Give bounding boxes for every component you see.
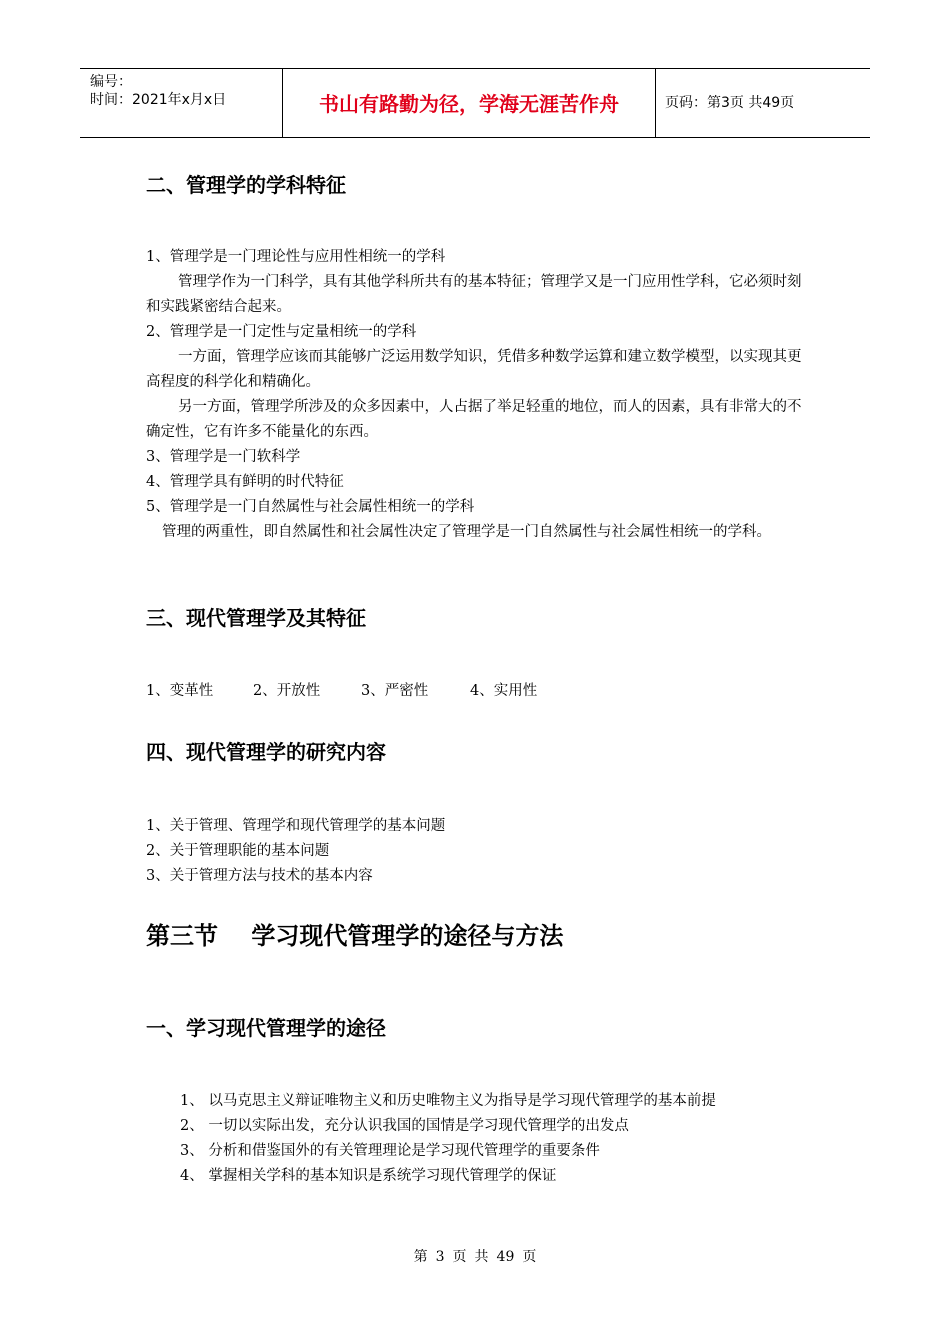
paragraph: 另一方面，管理学所涉及的众多因素中，人占据了举足轻重的地位，而人的因素，具有非常大的不确定性，它有许多不能量化的东西。 [146,399,802,440]
page-footer [0,1246,950,1266]
section-heading: 四、现代管理学的研究内容 [146,740,386,764]
list-item: 5、管理学是一门自然属性与社会属性相统一的学科 [146,499,475,515]
list-item: 4、 掌握相关学科的基本知识是系统学习现代管理学的保证 [180,1168,557,1184]
time-label: 时间：2021年x月x日 [90,92,227,108]
list-item: 2、管理学是一门定性与定量相统一的学科 [146,324,417,340]
motto: 书山有路勤为径，学海无涯苦作舟 [319,92,619,116]
paragraph: 管理的两重性，即自然属性和社会属性决定了管理学是一门自然属性与社会属性相统一的学科。 [162,524,771,540]
list-item: 2、 一切以实际出发，充分认识我国的国情是学习现代管理学的出发点 [180,1118,629,1134]
list-item: 3、管理学是一门软科学 [146,449,301,465]
footer-part: 第 [413,1249,428,1265]
list-item: 3、 分析和借鉴国外的有关管理理论是学习现代管理学的重要条件 [180,1143,600,1159]
section-heading: 一、学习现代管理学的途径 [146,1016,386,1040]
footer-part: 页 [522,1249,537,1265]
list-item: 3、关于管理方法与技术的基本内容 [146,868,373,884]
feature-item: 4、实用性 [470,683,538,699]
page-info: 页码：第3页 共49页 [665,95,795,111]
footer-part: 3 [435,1249,445,1265]
footer-part: 共 [474,1249,489,1265]
paragraph: 管理学作为一门科学，具有其他学科所共有的基本特征；管理学又是一门应用性学科，它必须时刻和实践紧密结合起来。 [146,274,802,315]
header-right-cell [655,69,870,137]
section-heading: 二、管理学的学科特征 [146,173,346,197]
document-header [80,68,870,138]
section-heading: 三、现代管理学及其特征 [146,606,366,630]
list-item: 4、管理学具有鲜明的时代特征 [146,474,344,490]
footer-part: 49 [496,1249,515,1265]
feature-item: 2、开放性 [253,683,321,699]
paragraph: 一方面，管理学应该而其能够广泛运用数学知识，凭借多种数学运算和建立数学模型，以实现其更高程度的科学化和精确化。 [146,349,802,390]
footer-part: 页 [452,1249,467,1265]
list-item: 1、管理学是一门理论性与应用性相统一的学科 [146,249,446,265]
list-item: 2、关于管理职能的基本问题 [146,843,330,859]
feature-item: 1、变革性 [146,683,214,699]
chapter-title: 第三节 学习现代管理学的途径与方法 [146,922,564,950]
list-item: 1、关于管理、管理学和现代管理学的基本问题 [146,818,446,834]
feature-item: 3、严密性 [361,683,429,699]
number-label: 编号： [90,74,132,90]
header-motto-cell [282,69,656,137]
header-left-cell [80,69,282,137]
list-item: 1、 以马克思主义辩证唯物主义和历史唯物主义为指导是学习现代管理学的基本前提 [180,1093,716,1109]
